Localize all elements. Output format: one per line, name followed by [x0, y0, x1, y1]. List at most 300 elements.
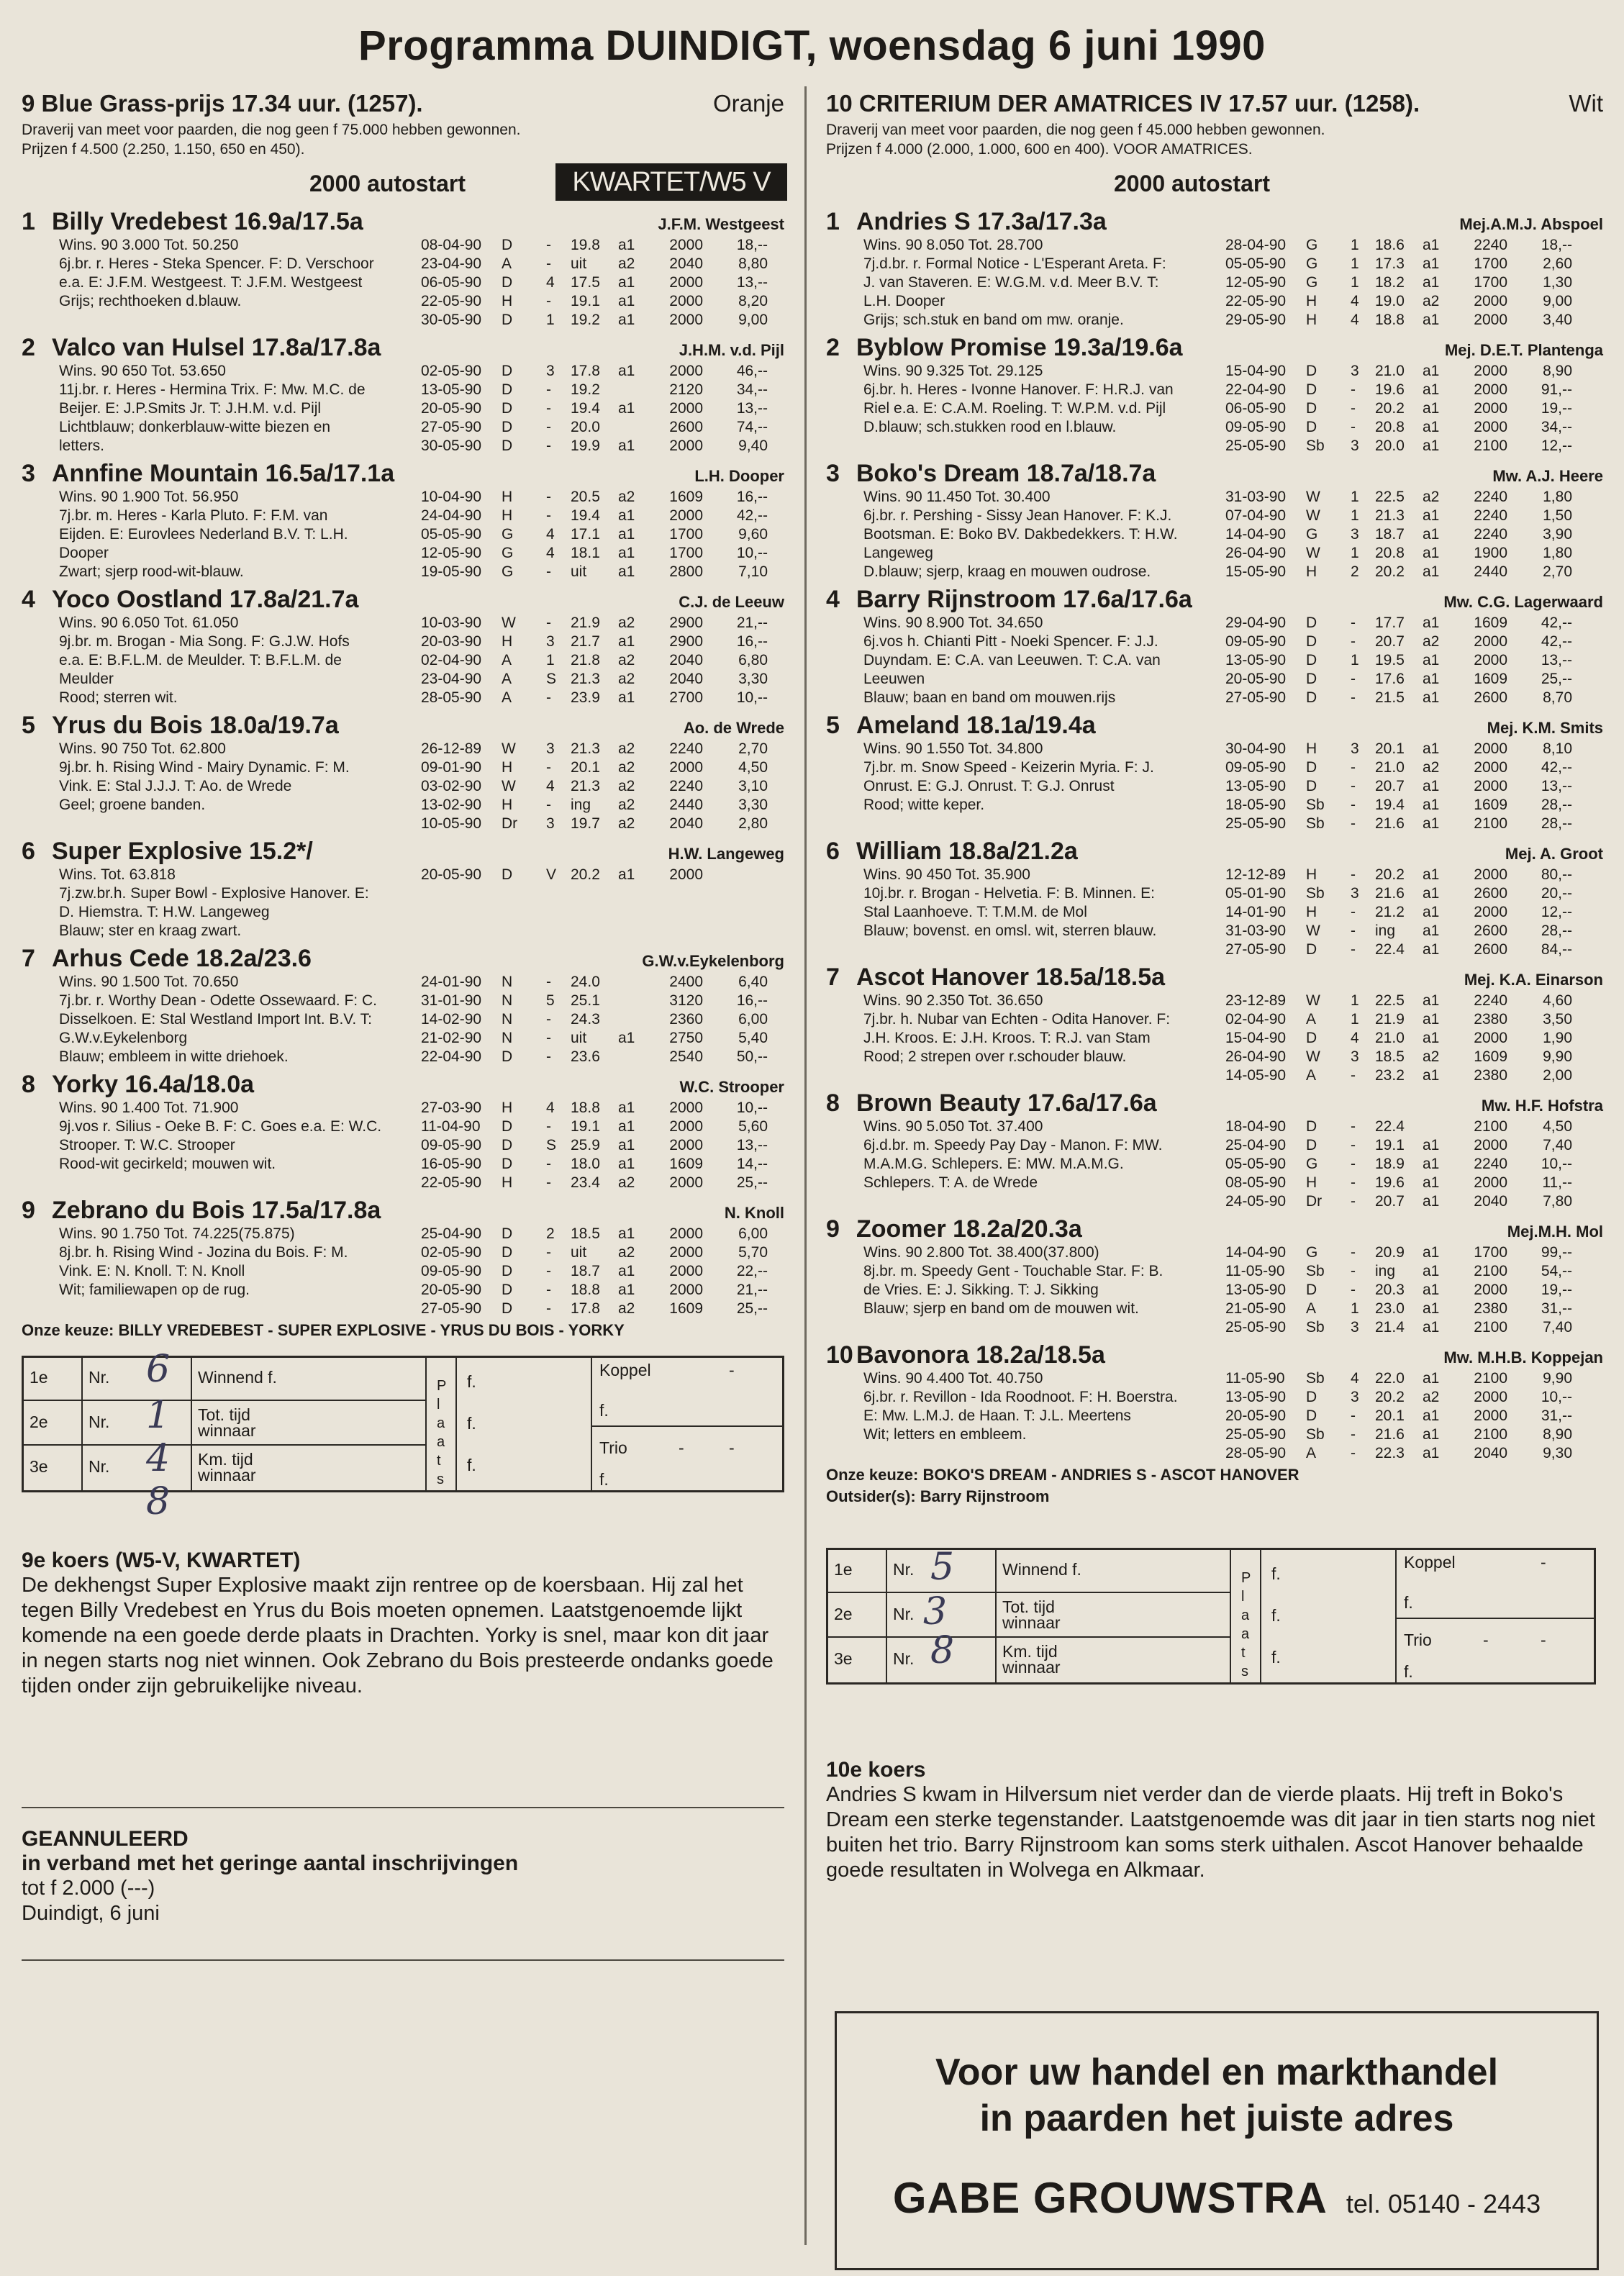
performance-list — [1225, 1243, 1603, 1337]
perf-odds: 1,50 — [1543, 507, 1572, 524]
perf-place: S — [546, 1137, 557, 1153]
perf-time: 17.1 — [571, 526, 600, 543]
perf-odds: 9,90 — [1543, 1048, 1572, 1065]
perf-place: 1 — [1351, 992, 1359, 1009]
plaats-letter: s — [437, 1472, 444, 1487]
description-line: Strooper. T: W.C. Strooper — [59, 1137, 235, 1153]
perf-track: H — [1306, 740, 1317, 757]
horse-header — [826, 1215, 1603, 1243]
perf-time: 21.3 — [571, 740, 600, 757]
performance-row — [421, 488, 784, 507]
perf-time: 20.2 — [1375, 400, 1405, 417]
handwritten-number: 4 — [146, 1437, 171, 1480]
perf-distance: 2000 — [1474, 419, 1507, 435]
perf-date: 20-03-90 — [421, 633, 482, 650]
perf-handicap: a1 — [618, 293, 635, 309]
horse-entry — [826, 964, 1603, 1085]
horse-header — [22, 586, 784, 614]
result-label-line: Km. tijd — [1002, 1642, 1058, 1661]
perf-date: 05-01-90 — [1225, 885, 1287, 902]
perf-handicap: a2 — [1423, 1048, 1440, 1065]
perf-track: Dr — [502, 815, 518, 832]
perf-handicap: a1 — [618, 437, 635, 454]
description-line: Dooper — [59, 545, 109, 561]
perf-track: G — [1306, 1244, 1318, 1261]
perf-track: D — [502, 1048, 513, 1065]
perf-track: D — [502, 237, 513, 253]
perf-date: 31-03-90 — [1225, 489, 1287, 505]
performance-row — [421, 1281, 784, 1300]
perf-track: D — [502, 419, 513, 435]
perf-place: - — [546, 1282, 551, 1298]
horse-entry — [22, 1197, 784, 1318]
perf-date: 10-04-90 — [421, 489, 482, 505]
perf-time: 18.7 — [1375, 526, 1405, 543]
plaats-letter: a — [1241, 1608, 1250, 1623]
perf-odds: 9,00 — [738, 312, 768, 328]
description-line: Wins. 90 750 Tot. 62.800 — [59, 740, 226, 757]
perf-place: 4 — [1351, 1370, 1359, 1387]
horse-number: 4 — [22, 586, 35, 613]
perf-time: 19.1 — [571, 1118, 600, 1135]
perf-handicap: a2 — [1423, 293, 1440, 309]
performance-row — [421, 1010, 784, 1029]
perf-place: 5 — [546, 992, 555, 1009]
perf-handicap: a1 — [618, 237, 635, 253]
perf-date: 27-05-90 — [1225, 689, 1287, 706]
performance-row — [421, 1155, 784, 1174]
perf-date: 13-02-90 — [421, 797, 482, 813]
horse-driver: Mw. M.H.B. Koppejan — [1443, 1348, 1603, 1366]
perf-odds: 3,50 — [1543, 1011, 1572, 1028]
perf-track: A — [1306, 1445, 1317, 1461]
perf-time: 23.2 — [1375, 1067, 1405, 1084]
perf-time: 21.4 — [1375, 1319, 1405, 1336]
result-divider — [1230, 1550, 1231, 1682]
result-form — [826, 1548, 1596, 1685]
perf-odds: 80,-- — [1541, 866, 1572, 883]
perf-date: 24-05-90 — [1225, 1193, 1287, 1210]
perf-track: D — [1306, 381, 1317, 398]
perf-odds: 91,-- — [1541, 381, 1572, 398]
performance-list — [421, 973, 784, 1066]
perf-handicap: a1 — [618, 545, 635, 561]
perf-handicap: a1 — [1423, 1011, 1440, 1028]
horse-header — [22, 712, 784, 740]
perf-track: W — [1306, 545, 1320, 561]
race-color: Wit — [1569, 90, 1603, 117]
perf-distance: 2240 — [1474, 526, 1507, 543]
description-line: Wins. 90 3.000 Tot. 50.250 — [59, 237, 239, 253]
perf-time: 21.9 — [571, 615, 600, 631]
race-distance: 2000 autostart — [1114, 171, 1270, 196]
perf-date: 20-05-90 — [1225, 1407, 1287, 1424]
perf-track: D — [1306, 363, 1317, 379]
horse-description — [22, 362, 421, 455]
perf-date: 27-05-90 — [1225, 941, 1287, 958]
plaats-amount: f. — [1271, 1606, 1281, 1625]
perf-track: Sb — [1306, 437, 1325, 454]
horse-driver: Mej. K.M. Smits — [1487, 719, 1603, 737]
perf-date: 21-05-90 — [1225, 1300, 1287, 1317]
performance-row — [1225, 544, 1603, 563]
horse-number: 7 — [22, 945, 35, 972]
distance-row — [22, 163, 784, 204]
perf-date: 02-04-90 — [421, 652, 482, 668]
perf-track: G — [1306, 1156, 1318, 1172]
performance-row — [1225, 758, 1603, 777]
performance-row — [421, 437, 784, 455]
perf-track: D — [1306, 419, 1317, 435]
perf-date: 21-02-90 — [421, 1030, 482, 1046]
result-label — [997, 1595, 1066, 1636]
perf-handicap: a1 — [618, 526, 635, 543]
perf-place: 3 — [546, 740, 555, 757]
horse-details — [826, 866, 1603, 959]
perf-time: 19.0 — [1375, 293, 1405, 309]
description-line: G.W.v.Eykelenborg — [59, 1030, 188, 1046]
horse-description — [22, 1099, 421, 1192]
perf-odds: 28,-- — [1541, 815, 1572, 832]
result-label — [997, 1639, 1066, 1682]
horse-description — [22, 1225, 421, 1318]
handwritten-number: 5 — [930, 1546, 955, 1589]
perf-time: 19.9 — [571, 437, 600, 454]
perf-odds: 21,-- — [736, 1282, 768, 1298]
race-title: 9 Blue Grass-prijs 17.34 uur. (1257). — [22, 90, 423, 117]
perf-track: H — [1306, 312, 1317, 328]
perf-time: 18.8 — [571, 1282, 600, 1298]
perf-track: D — [1306, 671, 1317, 687]
perf-track: D — [502, 400, 513, 417]
performance-list — [421, 1099, 784, 1192]
result-divider — [191, 1358, 192, 1490]
perf-handicap: a1 — [1423, 526, 1440, 543]
perf-date: 13-05-90 — [421, 381, 482, 398]
perf-odds: 10,-- — [736, 1100, 768, 1116]
perf-odds: 13,-- — [1541, 778, 1572, 794]
result-nr-label: Nr. — [893, 1605, 915, 1623]
horse-details — [22, 614, 784, 707]
result-position: 1e — [30, 1368, 48, 1387]
perf-odds: 12,-- — [1541, 904, 1572, 920]
horse-details — [826, 1117, 1603, 1211]
description-line: 9j.br. m. Brogan - Mia Song. F: G.J.W. Hofs — [59, 633, 350, 650]
performance-row — [421, 1262, 784, 1281]
result-divider — [1260, 1550, 1261, 1682]
perf-odds: 18,-- — [1541, 237, 1572, 253]
perf-date: 15-04-90 — [1225, 363, 1287, 379]
performance-row — [421, 362, 784, 381]
horse-description — [826, 362, 1225, 455]
perf-distance: 1700 — [669, 545, 703, 561]
perf-date: 05-05-90 — [1225, 1156, 1287, 1172]
performance-row — [421, 651, 784, 670]
perf-time: 21.5 — [1375, 689, 1405, 706]
perf-track: G — [502, 545, 514, 561]
perf-date: 19-05-90 — [421, 563, 482, 580]
perf-distance: 1700 — [1474, 274, 1507, 291]
horse-header — [826, 1089, 1603, 1117]
description-line: Blauw; sjerp en band om de mouwen wit. — [863, 1300, 1139, 1317]
perf-time: 21.3 — [1375, 507, 1405, 524]
perf-odds: 42,-- — [1541, 615, 1572, 631]
perf-handicap: a1 — [1423, 1030, 1440, 1046]
description-line: Rood; 2 strepen over r.schouder blauw. — [863, 1048, 1127, 1065]
description-line: Wins. 90 8.900 Tot. 34.650 — [863, 615, 1043, 631]
performance-row — [1225, 1048, 1603, 1066]
perf-place: - — [1351, 1118, 1356, 1135]
perf-odds: 1,80 — [1543, 545, 1572, 561]
horse-number: 8 — [826, 1089, 840, 1117]
perf-odds: 7,40 — [1543, 1137, 1572, 1153]
perf-distance: 2000 — [669, 1174, 703, 1191]
perf-place: 4 — [546, 545, 555, 561]
perf-handicap: a1 — [1423, 778, 1440, 794]
description-line: 7j.br. m. Snow Speed - Keizerin Myria. F: J. — [863, 759, 1154, 776]
horse-header — [826, 460, 1603, 488]
perf-date: 18-04-90 — [1225, 1118, 1287, 1135]
perf-place: 1 — [1351, 1011, 1359, 1028]
perf-distance: 2040 — [669, 255, 703, 272]
perf-odds: 99,-- — [1541, 1244, 1572, 1261]
perf-handicap: a2 — [618, 740, 635, 757]
result-label — [192, 1447, 262, 1490]
horse-name: Bavonora 18.2a/18.5a — [856, 1341, 1105, 1369]
horse-driver: Mw. C.G. Lagerwaard — [1443, 593, 1603, 611]
performance-row — [1225, 1262, 1603, 1281]
performance-row — [1225, 1388, 1603, 1407]
perf-date: 05-05-90 — [1225, 255, 1287, 272]
result-form — [22, 1348, 784, 1523]
perf-odds: 6,80 — [738, 652, 768, 668]
description-line: 8j.br. m. Speedy Gent - Touchable Star. F: B. — [863, 1263, 1163, 1279]
perf-place: - — [1351, 1067, 1356, 1084]
perf-date: 24-01-90 — [421, 974, 482, 990]
horse-header — [826, 838, 1603, 866]
performance-row — [1225, 236, 1603, 255]
perf-odds: 11,-- — [1542, 1174, 1572, 1191]
perf-time: 17.8 — [571, 1300, 600, 1317]
perf-odds: 3,30 — [738, 671, 768, 687]
perf-time: 20.2 — [1375, 866, 1405, 883]
result-divider — [886, 1550, 887, 1682]
perf-odds: 5,60 — [738, 1118, 768, 1135]
perf-date: 10-03-90 — [421, 615, 482, 631]
horse-description — [826, 1243, 1225, 1337]
result-nr-label: Nr. — [89, 1457, 110, 1476]
perf-odds: 25,-- — [1541, 671, 1572, 687]
perf-time: 18.8 — [571, 1100, 600, 1116]
perf-handicap — [618, 992, 653, 1010]
perf-distance: 2100 — [1474, 1426, 1507, 1443]
plaats-letter: P — [1241, 1570, 1251, 1586]
performance-row — [1225, 866, 1603, 884]
perf-handicap: a2 — [618, 615, 635, 631]
perf-handicap: a1 — [1423, 1319, 1440, 1336]
perf-time: 19.6 — [1375, 1174, 1405, 1191]
plaats-label — [431, 1368, 452, 1500]
section-rule — [22, 1959, 784, 1961]
ad-phone: tel. 05140 - 2443 — [1346, 2189, 1541, 2218]
perf-distance: 2000 — [1474, 1407, 1507, 1424]
perf-handicap: a1 — [1423, 563, 1440, 580]
perf-track: D — [1306, 759, 1317, 776]
performance-row — [421, 544, 784, 563]
description-line: 7j.br. h. Nubar van Echten - Odita Hanover. F: — [863, 1011, 1171, 1028]
perf-time: 21.7 — [571, 633, 600, 650]
description-line: Wins. 90 1.750 Tot. 74.225(75.875) — [59, 1225, 295, 1242]
perf-place: 4 — [546, 778, 555, 794]
perf-odds: 2,70 — [1543, 563, 1572, 580]
perf-distance: 2240 — [1474, 507, 1507, 524]
race-prizes: Prijzen f 4.500 (2.250, 1.150, 650 en 450). — [22, 141, 305, 158]
outsiders: Outsider(s): Barry Rijnstroom — [826, 1487, 1050, 1505]
perf-time: 25.1 — [571, 992, 600, 1009]
perf-handicap: a1 — [618, 1137, 635, 1153]
trio-dash: - — [1541, 1631, 1546, 1649]
perf-handicap: a2 — [618, 671, 635, 687]
perf-distance: 2000 — [1474, 1282, 1507, 1298]
plaats-letter: P — [437, 1378, 447, 1394]
perf-distance: 2600 — [669, 419, 703, 435]
perf-odds: 10,-- — [1541, 1156, 1572, 1172]
perf-odds: 4,50 — [738, 759, 768, 776]
perf-track: D — [1306, 1389, 1317, 1405]
perf-distance: 2100 — [1474, 1118, 1507, 1135]
performance-row — [421, 525, 784, 544]
horse-entry — [826, 460, 1603, 581]
perf-distance: 2360 — [669, 1011, 703, 1028]
perf-odds: 13,-- — [736, 274, 768, 291]
horse-entry — [826, 838, 1603, 959]
horse-header — [22, 838, 784, 866]
perf-place: 3 — [1351, 1319, 1359, 1336]
perf-distance: 2000 — [1474, 633, 1507, 650]
perf-odds: 5,70 — [738, 1244, 768, 1261]
performance-row — [421, 1300, 784, 1318]
perf-place: - — [1351, 1445, 1356, 1461]
perf-date: 23-04-90 — [421, 255, 482, 272]
description-line: E: Mw. L.M.J. de Haan. T: J.L. Meertens — [863, 1407, 1131, 1424]
perf-odds: 42,-- — [1541, 759, 1572, 776]
description-line: Rood; witte keper. — [863, 797, 985, 813]
description-line: 6j.br. r. Pershing - Sissy Jean Hanover. F: K.J. — [863, 507, 1172, 524]
perf-distance: 2000 — [669, 274, 703, 291]
description-line: Wins. 90 1.500 Tot. 70.650 — [59, 974, 239, 990]
perf-track: N — [502, 1030, 513, 1046]
perf-time: 19.1 — [1375, 1137, 1405, 1153]
perf-distance: 2000 — [1474, 866, 1507, 883]
perf-time: 20.8 — [1375, 419, 1405, 435]
perf-distance: 2000 — [669, 1225, 703, 1242]
perf-place: - — [546, 419, 551, 435]
description-line: Wins. 90 11.450 Tot. 30.400 — [863, 489, 1051, 505]
commentary-title: 10e koers — [826, 1758, 926, 1782]
performance-list — [421, 614, 784, 707]
perf-date: 31-01-90 — [421, 992, 482, 1009]
horse-number: 5 — [22, 712, 35, 739]
perf-handicap: a1 — [1423, 1407, 1440, 1424]
perf-handicap: a1 — [618, 1118, 635, 1135]
performance-row — [421, 633, 784, 651]
perf-odds: 10,-- — [1541, 1389, 1572, 1405]
perf-handicap: a1 — [618, 1156, 635, 1172]
perf-time: 20.1 — [571, 759, 600, 776]
horse-description — [826, 614, 1225, 707]
trio-amount: f. — [599, 1470, 609, 1489]
performance-row — [1225, 614, 1603, 633]
perf-track: D — [1306, 400, 1317, 417]
perf-track: H — [502, 633, 513, 650]
perf-handicap: a2 — [1423, 489, 1440, 505]
perf-place: - — [546, 507, 551, 524]
result-position: 2e — [30, 1413, 48, 1431]
result-row — [828, 1550, 1231, 1593]
perf-track: D — [502, 1263, 513, 1279]
perf-place: - — [1351, 866, 1356, 883]
section-rule — [22, 1807, 784, 1808]
perf-time: uit — [571, 1030, 587, 1046]
horse-driver: Mw. A.J. Heere — [1492, 467, 1603, 485]
perf-odds: 7,40 — [1543, 1319, 1572, 1336]
perf-track: D — [1306, 689, 1317, 706]
perf-distance: 2040 — [1474, 1193, 1507, 1210]
perf-handicap: a1 — [1423, 1156, 1440, 1172]
description-line: Duyndam. E: C.A. van Leeuwen. T: C.A. van — [863, 652, 1161, 668]
perf-distance: 3120 — [669, 992, 703, 1009]
handwritten-number: 8 — [930, 1629, 955, 1672]
horse-description — [826, 1117, 1225, 1211]
result-nr-label: Nr. — [893, 1649, 915, 1668]
perf-time: 20.5 — [571, 489, 600, 505]
perf-handicap: a2 — [1423, 633, 1440, 650]
commentary-title: 9e koers (W5-V, KWARTET) — [22, 1549, 301, 1572]
perf-odds: 50,-- — [736, 1048, 768, 1065]
trio-label: Trio — [599, 1438, 627, 1457]
horse-details — [826, 992, 1603, 1085]
plaats-amount: f. — [467, 1414, 476, 1433]
perf-distance: 2600 — [1474, 885, 1507, 902]
perf-handicap: a2 — [1423, 759, 1440, 776]
perf-time: 20.1 — [1375, 740, 1405, 757]
horse-number: 3 — [22, 460, 35, 487]
description-line: Meulder — [59, 671, 114, 687]
perf-place: - — [1351, 1193, 1356, 1210]
horse-description — [826, 488, 1225, 581]
perf-place: 3 — [546, 363, 555, 379]
perf-track: G — [502, 563, 514, 580]
perf-distance: 2000 — [669, 507, 703, 524]
perf-place: - — [1351, 1263, 1356, 1279]
perf-place: - — [1351, 633, 1356, 650]
advertisement — [835, 2011, 1599, 2270]
perf-date: 26-12-89 — [421, 740, 482, 757]
perf-time: 21.0 — [1375, 1030, 1405, 1046]
performance-row — [421, 418, 784, 437]
perf-date: 22-05-90 — [421, 293, 482, 309]
perf-track: D — [1306, 615, 1317, 631]
horse-details — [826, 614, 1603, 707]
description-line: 9j.br. h. Rising Wind - Mairy Dynamic. F: M. — [59, 759, 350, 776]
horse-number: 6 — [22, 838, 35, 865]
perf-place: 4 — [546, 526, 555, 543]
performance-row — [421, 1117, 784, 1136]
perf-time: 21.3 — [571, 671, 600, 687]
perf-time: 19.8 — [571, 237, 600, 253]
perf-handicap: a2 — [618, 759, 635, 776]
perf-time: 20.2 — [1375, 563, 1405, 580]
